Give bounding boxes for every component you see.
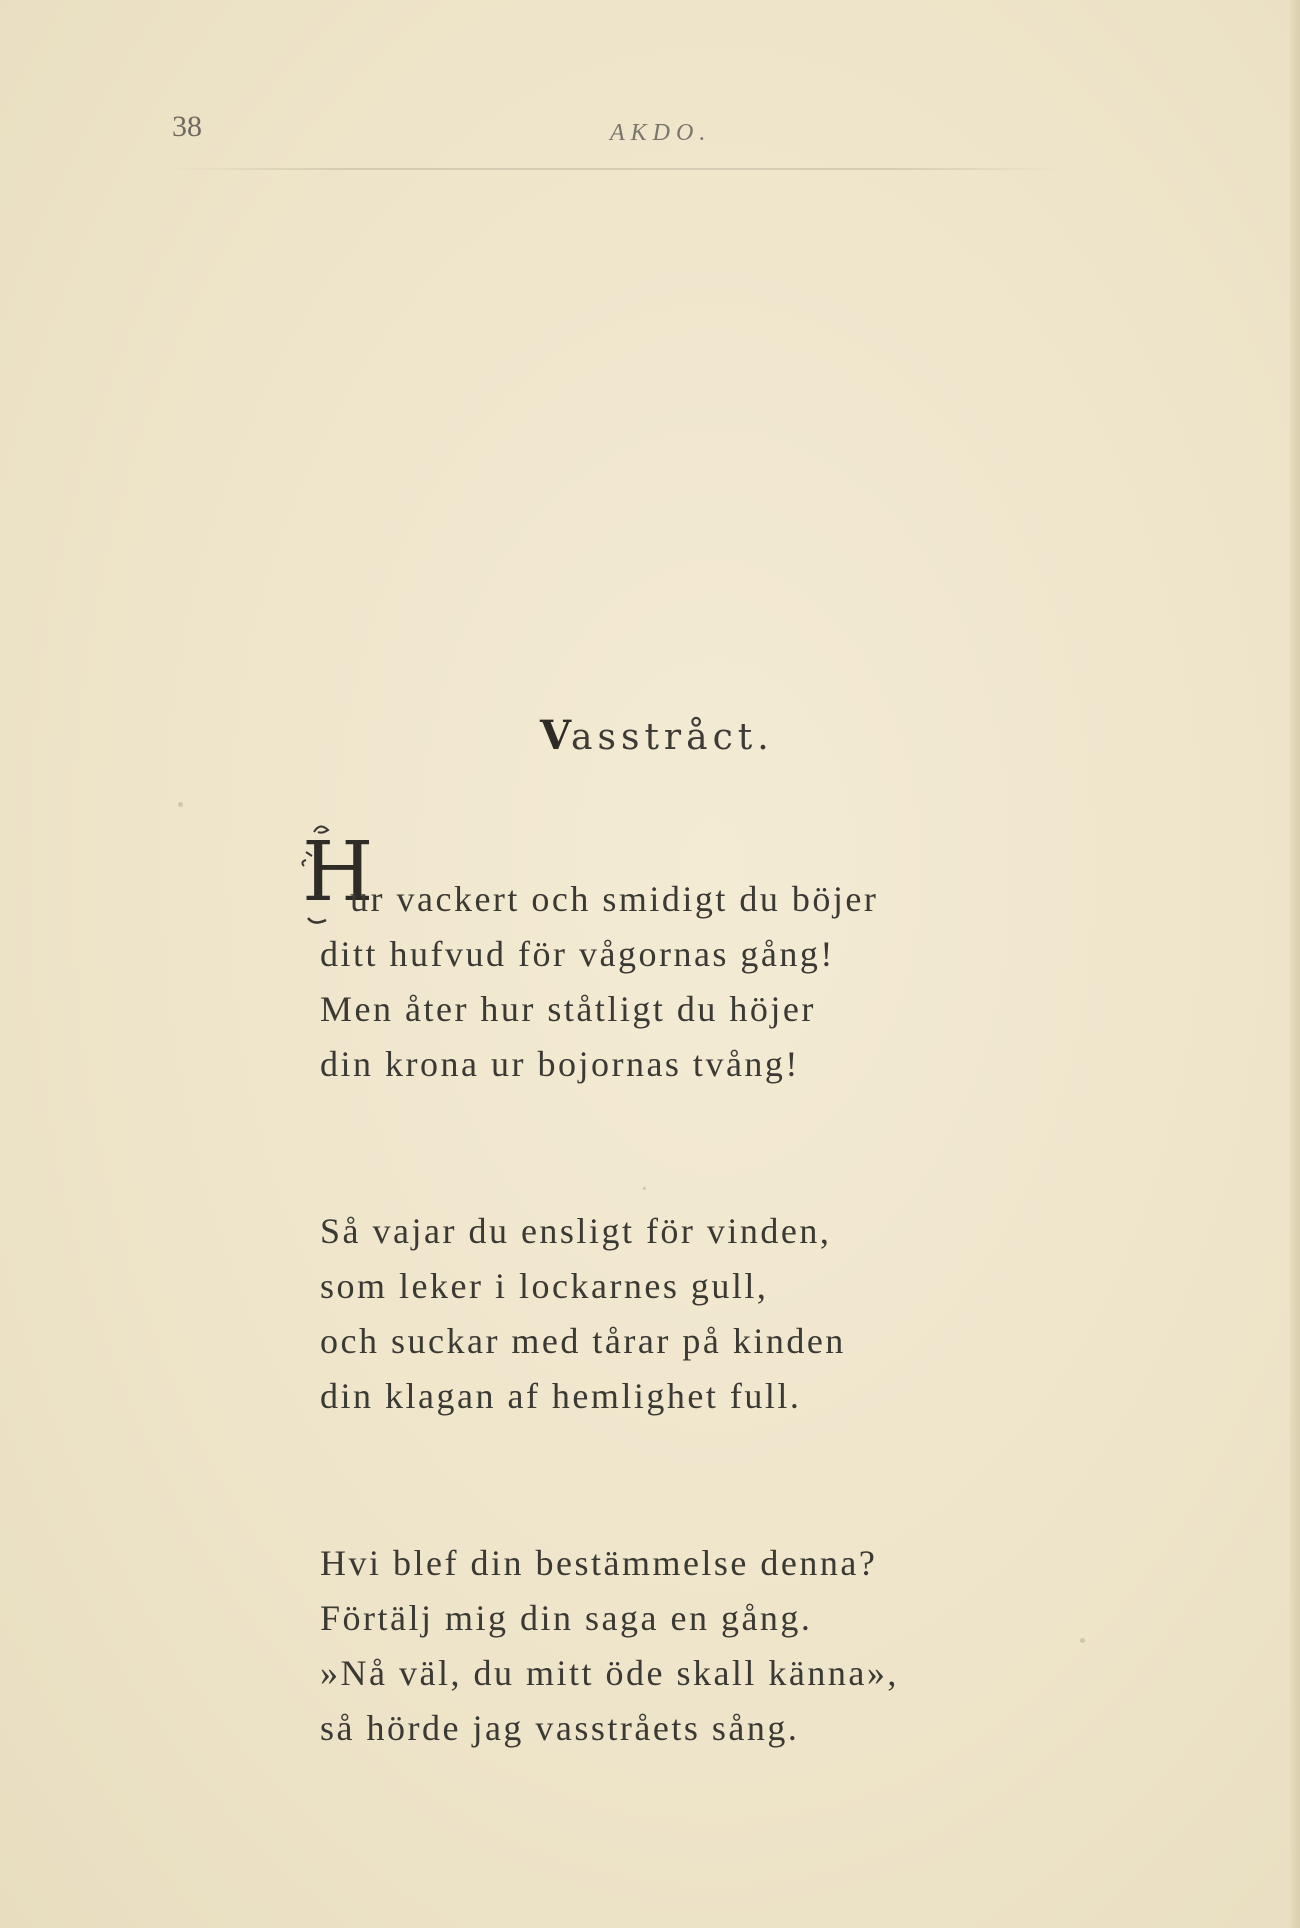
paper-speck: [643, 1187, 646, 1190]
page-edge: [1290, 0, 1300, 1928]
paper-speck: [178, 802, 183, 807]
poem-title: [540, 712, 774, 759]
verse-line: och suckar med tårar på kinden: [320, 1321, 846, 1361]
verse-line: Men åter hur ståtligt du höjer: [320, 989, 816, 1029]
paper-speck: [1080, 1638, 1085, 1643]
stanza-1: [320, 872, 878, 1092]
stanza-3: [320, 1536, 899, 1756]
verse-line: Hvi blef din bestämmelse denna?: [320, 1543, 878, 1583]
verse-line: Förtälj mig din saga en gång.: [320, 1598, 813, 1638]
verse-line: din krona ur bojornas tvång!: [320, 1044, 800, 1084]
verse-line: som leker i lockarnes gull,: [320, 1266, 769, 1306]
verse-line: ur vackert och smidigt du böjer: [350, 879, 879, 919]
page-number: 38: [172, 110, 202, 143]
stanza-2: [320, 1204, 846, 1424]
verse-line: ditt hufvud för vågornas gång!: [320, 934, 835, 974]
drop-cap: H: [302, 825, 374, 920]
title-rest: asstråct.: [571, 717, 774, 758]
running-head: AKDO.: [610, 120, 712, 146]
verse-line: så hörde jag vasstråets sång.: [320, 1708, 800, 1748]
verse-line: »Nå väl, du mitt öde skall känna»,: [320, 1653, 899, 1693]
verse-line: Så vajar du ensligt för vinden,: [320, 1211, 832, 1251]
verse-line: din klagan af hemlighet full.: [320, 1376, 802, 1416]
title-initial: V: [540, 712, 572, 759]
header-rule: [165, 168, 1065, 170]
